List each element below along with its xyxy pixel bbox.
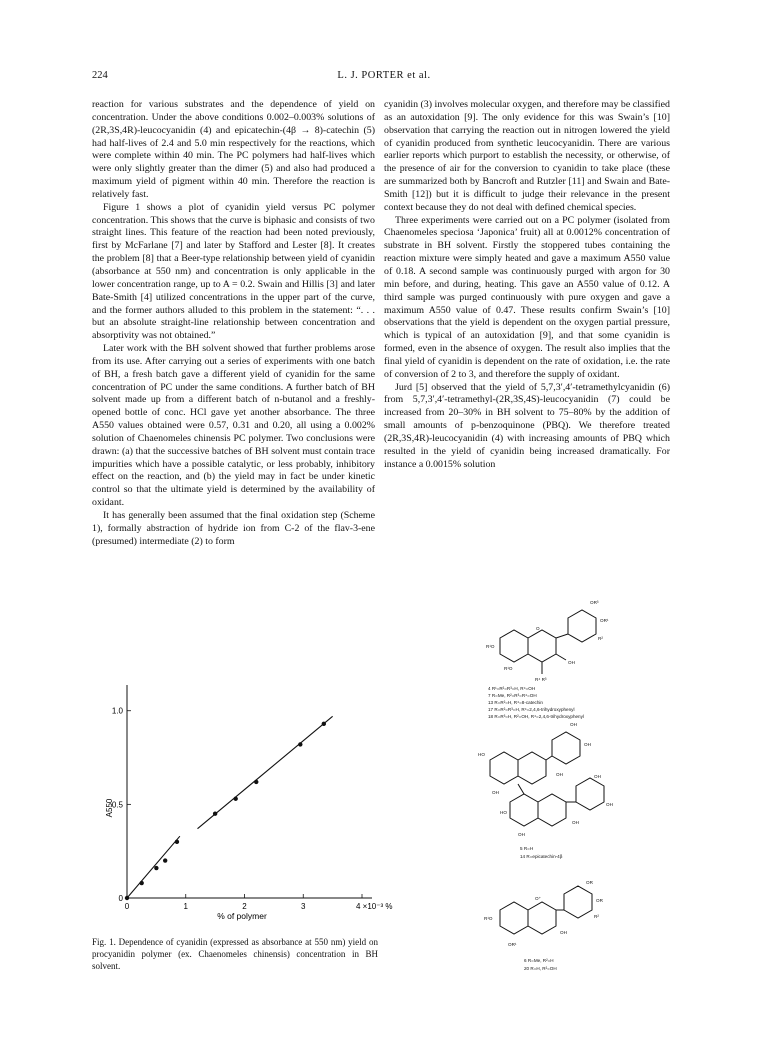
structure-leucocyanidin — [500, 610, 596, 674]
legend-line: 4 R¹=R²=R³=H, R⁴=OH — [488, 686, 536, 691]
svg-text:OH: OH — [518, 832, 525, 837]
svg-text:R¹O: R¹O — [486, 644, 495, 649]
data-point — [298, 742, 302, 746]
data-point — [254, 780, 258, 784]
svg-text:R⁴ R³: R⁴ R³ — [535, 677, 547, 682]
figure-1-chart — [92, 680, 393, 921]
svg-text:OR¹: OR¹ — [600, 618, 609, 623]
legend-line: 20 R=H, R²=OH — [524, 966, 557, 971]
data-point — [163, 858, 167, 862]
svg-text:OH: OH — [594, 774, 601, 779]
page-number: 224 — [92, 70, 108, 81]
legend-line: 18 R=R³=H, R²=OH, R⁴=2,4,6-trihydroxyphenyl — [488, 714, 584, 719]
structure-flavylium — [500, 886, 592, 934]
svg-text:OH: OH — [572, 820, 579, 825]
svg-text:OH: OH — [568, 660, 575, 665]
figure-caption: Fig. 1. Dependence of cyanidin (expressed as absorbance at 550 nm) yield on procyanidin polymer (ex. Chaenomeles chinensis) concentration in BH solvent. — [92, 937, 378, 971]
right-column — [384, 99, 670, 471]
fit-line — [127, 836, 180, 898]
legend-line: 17 R=R²=R³=H, R⁴=2,4,6-trihydroxyphenyl — [488, 707, 575, 712]
x-tick-label: 4 ×10⁻³ % — [356, 902, 393, 911]
x-tick-label: 2 — [242, 902, 247, 911]
data-point — [233, 797, 237, 801]
running-head: L. J. PORTER et al. — [337, 70, 431, 81]
svg-text:OH: OH — [570, 722, 577, 727]
x-tick-label: 3 — [301, 902, 306, 911]
chemical-structures — [440, 580, 680, 980]
data-point — [154, 866, 158, 870]
svg-text:OR: OR — [586, 880, 593, 885]
paragraph: cyanidin (3) involves molecular oxygen, and therefore may be classified as an autoxidation [9]. The only evidence for this was Swain’s [10] observation that carrying the reaction out in nitrogen lowered the yield of cyanidin produced from synthetic leucocyanidin. There are various earlier reports which purport to establish the necessity, or otherwise, of the presence of air for the conversion to cyanidin to take place (these are summarized both by Bancroft and Rutzler [11] and Swain and Bate-Smith [12]) but it is difficult to judge their relevance in the present context because they do not deal with defined chemical species. — [384, 99, 670, 213]
svg-text:R²: R² — [598, 636, 603, 641]
paragraph: Figure 1 shows a plot of cyanidin yield versus PC polymer concentration. This shows that the curve is biphasic and consists of two straight lines. This feature of the reaction had been noted previously, first by McFarlane [7] and later by Stafford and Lester [8]. It creates the problem [8] that a Beer-type relationship between yield of cyanidin (absorbance at 550 nm) and concentration is only applicable in the lower concentration range, up to A = 0.2. Swain and Hillis [3] and later Bate-Smith [4] utilized concentrations in the upper part of the curve, and the former authors alluded to this problem in the statement: “. . . but an absolute straight-line relationship between concentration and absorptivity was not obtained.” — [92, 201, 375, 342]
paragraph: Jurd [5] observed that the yield of 5,7,3′,4′-tetramethylcyanidin (6) from 5,7,3′,4′-tetramethyl-(2R,3S,4S)-leucocyanidin (7) could be increased from 20–30% in BH solvent to 75–80% by the addition of small amounts of p-benzoquinone (PBQ). We therefore treated (2R,3S,4R)-leucocyanidin (4) with increasing amounts of PBQ which resulted in the yield of cyanidin being increased dramatically. For instance a 0.0015% solution — [384, 381, 670, 470]
svg-text:OH: OH — [556, 772, 563, 777]
legend-line: 6 R=Me, R²=H — [524, 958, 554, 963]
svg-text:R¹O: R¹O — [484, 916, 493, 921]
svg-text:OH: OH — [492, 790, 499, 795]
x-axis-label: % of polymer — [217, 911, 267, 921]
legend-line: 14 R=epicatechin-4β — [520, 854, 563, 859]
svg-text:HO: HO — [478, 752, 485, 757]
y-tick-label: 0 — [118, 894, 123, 903]
paragraph: It has generally been assumed that the final oxidation step (Scheme 1), formally abstraction of hydride ion from C-2 of the flav-3-ene (presumed) intermediate (2) to form — [92, 510, 375, 547]
legend-line: 13 R=R²=H, R⁴=8-catechin — [488, 700, 543, 705]
svg-text:R¹O: R¹O — [504, 666, 513, 671]
x-tick-label: 0 — [124, 902, 130, 911]
svg-text:O⁺: O⁺ — [535, 896, 541, 901]
svg-text:OH: OH — [560, 930, 567, 935]
svg-text:OR: OR — [596, 898, 603, 903]
paragraph: Three experiments were carried out on a PC polymer (isolated from Chaenomeles speciosa ‘Japonica’ fruit) all at 0.0012% concentration of substrate in BH solvent. Firstly the stoppered tubes containing the reaction mixture were simply heated and gave a maximum A550 value of 0.18. A second sample was continuously purged with argon for 30 min before, and during, heating. This gave an A550 value of 0.12. A third sample was purged continuously with pure oxygen and gave a maximum A550 value of 0.47. These results confirm Swain’s [10] observations that the yield is dependent on the oxygen partial pressure, which is typical of an autoxidation [9], and that some cyanidin is formed, even in the absence of oxygen. The result also implies that the final yield of cyanidin is dependent on the rate of oxidation, i.e. the rate of conversion of 2 to 3, and therefore the supply of oxidant. — [384, 214, 670, 380]
left-column — [92, 99, 375, 549]
x-tick-label: 1 — [183, 902, 188, 911]
y-tick-label: 0.5 — [111, 800, 123, 810]
svg-text:O: O — [536, 626, 540, 631]
legend-line: 7 R=Me, R²=R³=R⁴=OH — [488, 693, 537, 698]
data-point — [213, 812, 217, 816]
svg-text:R²: R² — [594, 914, 599, 919]
y-axis-label: A550 — [105, 798, 114, 818]
svg-text:HO: HO — [500, 810, 507, 815]
legend-line: 5 R=H — [520, 846, 534, 851]
svg-text:OH: OH — [606, 802, 613, 807]
y-tick-label: 1.0 — [111, 706, 123, 716]
data-point — [175, 840, 179, 844]
svg-text:OR¹: OR¹ — [508, 942, 517, 947]
data-point — [322, 722, 326, 726]
data-point — [139, 881, 143, 885]
paragraph: Later work with the BH solvent showed that further problems arose from its use. After carrying out a series of experiments with one batch of BH, a fresh batch gave a different yield of cyanidin for the same concentration of PC under the same conditions. A further batch of BH solvent made up from a different batch of n-butanol and a freshly-opened bottle of conc. HCl gave yet another absorbance. The three A550 values obtained were 0.57, 0.31 and 0.20, all using a 0.002% solution of Chaenomeles chinensis PC polymer. Two conclusions were drawn: (a) that the successive batches of BH solvent must contain trace impurities which have a possible catalytic, or less probably, inhibitory effect on the reaction, and (b) the yield may in fact be under kinetic control so that the ultimate yield is determined by the availability of oxidant. — [92, 343, 375, 509]
data-point — [125, 896, 129, 900]
fit-line — [198, 716, 333, 828]
paragraph: reaction for various substrates and the dependence of yield on concentration. Under the above conditions 0.002–0.003% solutions of (2R,3S,4R)-leucocyanidin (4) and epicatechin-(4β → 8)-catechin (5) had half-lives of 2.4 and 5.0 min respectively for the reactions, which were complete within 40 min. The PC polymers had half-lives which were only slightly greater than the dimer (5) and also had produced a maximum yield of pigment within 40 min. Therefore the reaction is relatively fast. — [92, 99, 375, 200]
svg-text:OR³: OR³ — [590, 600, 599, 605]
svg-text:OH: OH — [584, 742, 591, 747]
